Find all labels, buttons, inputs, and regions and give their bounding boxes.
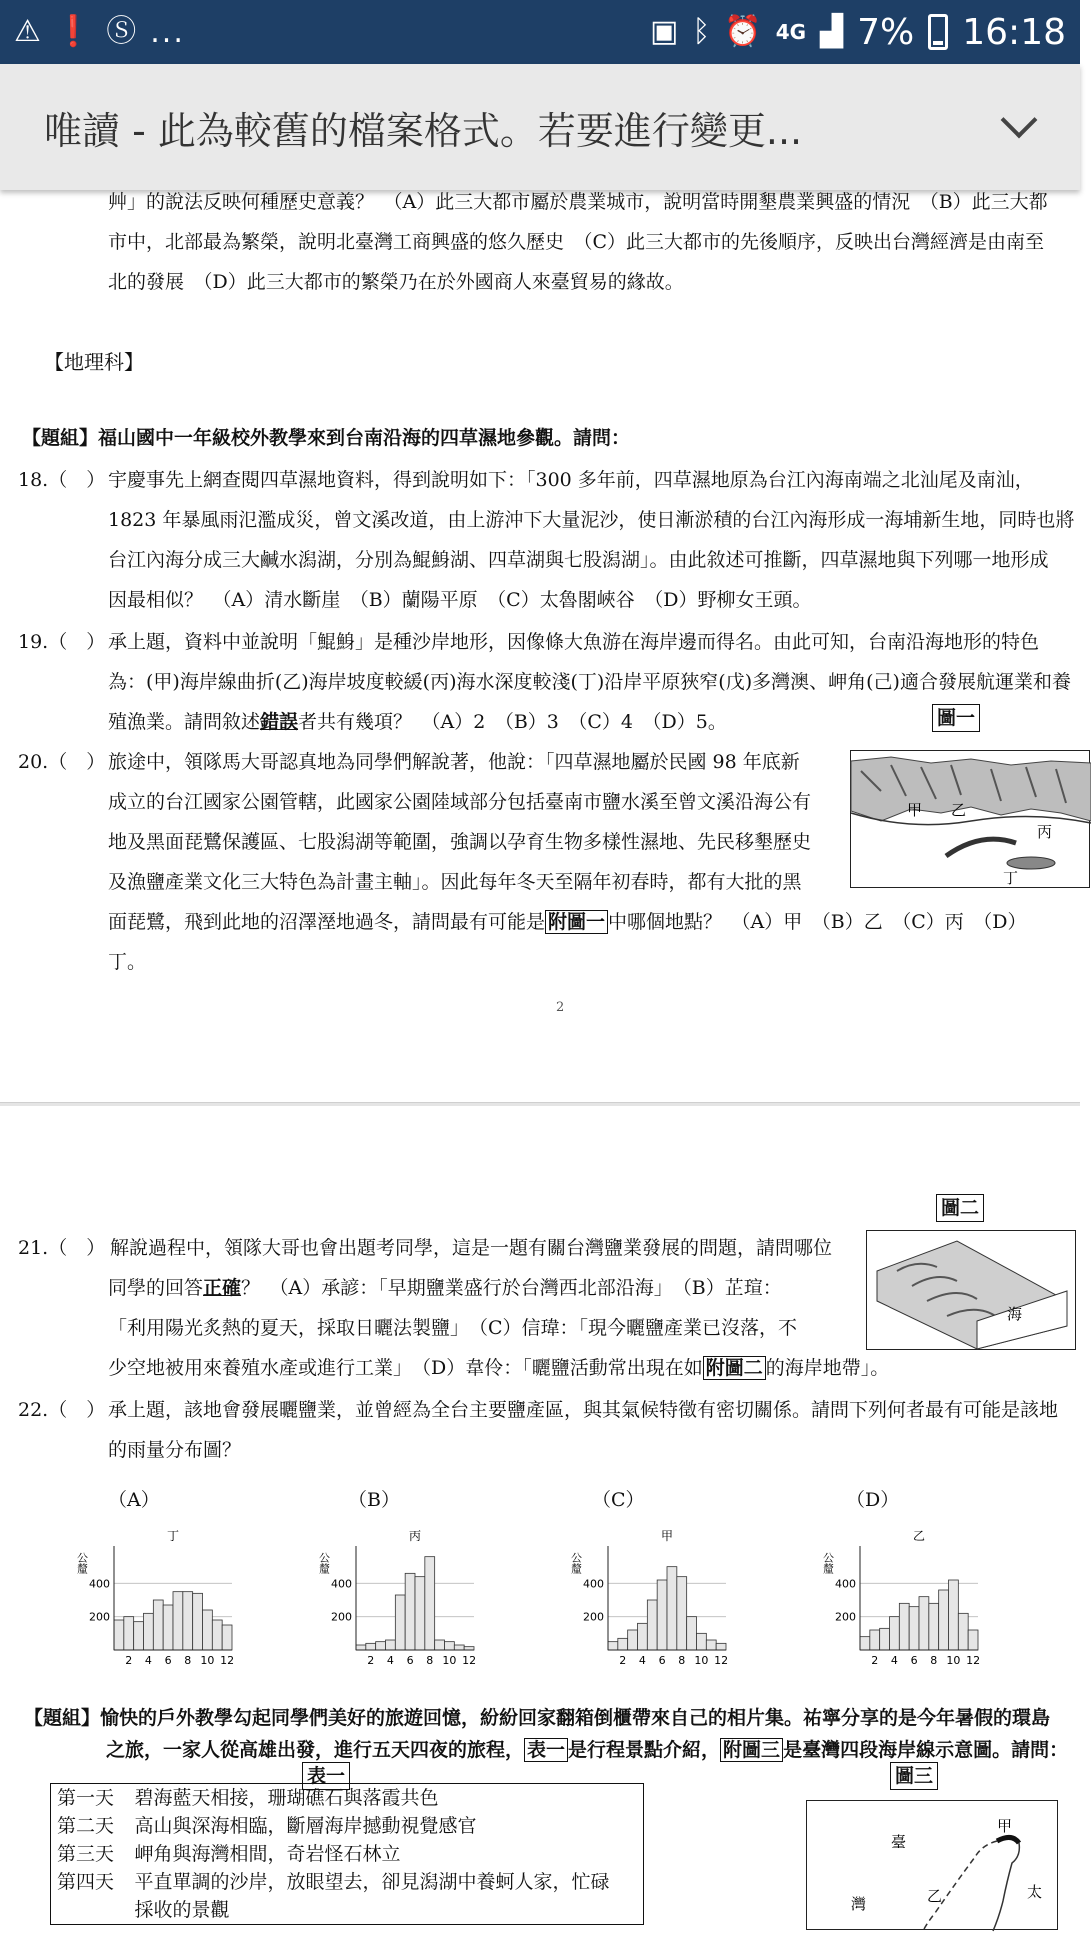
y-tick-label: 200 — [583, 1610, 604, 1624]
y-tick-label: 400 — [835, 1577, 856, 1591]
fig1-mark-jia: 甲 — [907, 801, 923, 819]
chevron-down-icon[interactable] — [1001, 102, 1038, 139]
y-tick-label: 200 — [89, 1610, 110, 1624]
x-tick-label: 6 — [910, 1654, 918, 1667]
chart-bar — [939, 1590, 949, 1650]
more-notifications: ... — [150, 14, 185, 50]
status-bar — [0, 0, 1080, 64]
day-cell: 第一天 — [57, 1787, 115, 1809]
chart-bar — [716, 1643, 726, 1650]
q20-tail: 中哪個地點？ （A）甲 （B）乙 （C）丙 （D） — [608, 911, 1027, 933]
q19-line-3-text: 殖漁業。請問敘述 — [108, 711, 261, 733]
q17-line-3: 北的發展 （D）此三大都市的繁榮乃在於外國商人來臺貿易的緣故。 — [108, 271, 684, 293]
chart-bar — [919, 1597, 929, 1650]
chart-bar — [395, 1595, 405, 1650]
chart-bar — [687, 1617, 697, 1650]
x-tick-label: 8 — [678, 1654, 686, 1667]
page-number: 2 — [556, 1000, 565, 1015]
q21-line-2-a: 同學的回答 — [108, 1277, 204, 1299]
chart-bar — [697, 1633, 707, 1650]
chart-bar — [435, 1640, 445, 1650]
group2-text-2b: 是行程景點介紹， — [568, 1739, 721, 1761]
q20-line-3: 地及黑面琵鷺保護區、七股潟湖等範圍，強調以孕育生物多樣性濕地、先民移墾歷史 — [108, 831, 812, 853]
desc-cell: 平直單調的沙岸，放眼望去，卻見潟湖中養蚵人家，忙碌 — [134, 1871, 610, 1893]
clock: 16:18 — [962, 11, 1066, 53]
chart-bar — [376, 1642, 386, 1650]
figure-2-coast — [866, 1230, 1076, 1350]
chart-bar — [134, 1622, 144, 1650]
x-tick-label: 2 — [367, 1654, 375, 1667]
x-tick-label: 8 — [426, 1654, 434, 1667]
day-cell: 第四天 — [57, 1871, 115, 1893]
fig1-mark-yi: 乙 — [951, 801, 967, 819]
group2-table-ref: 表一 — [524, 1738, 568, 1762]
chart-bar — [173, 1592, 183, 1650]
q22-line-2: 的雨量分布圖？ — [108, 1439, 242, 1461]
alarm-icon: ⏰ — [724, 14, 762, 49]
figure-3-taiwan-map — [806, 1800, 1058, 1930]
chart-bar — [366, 1643, 376, 1650]
chart-bar — [968, 1630, 978, 1650]
x-tick-label: 4 — [638, 1654, 646, 1667]
x-tick-label: 2 — [125, 1654, 133, 1667]
chart-bar — [890, 1617, 900, 1650]
x-tick-label: 10 — [442, 1654, 457, 1667]
y-tick-label: 200 — [835, 1610, 856, 1624]
axis-ylabel: 公釐 — [569, 1552, 583, 1574]
chart-bar — [860, 1637, 870, 1650]
chart-bar — [454, 1645, 464, 1650]
chart-bar — [677, 1577, 687, 1650]
table-row — [51, 1812, 644, 1840]
figure-3-label: 圖三 — [890, 1762, 938, 1790]
alert-icon: ❗ — [54, 14, 93, 49]
chart-bar — [124, 1617, 134, 1650]
fig3-mark-tai: 臺 — [891, 1833, 907, 1851]
x-tick-label: 4 — [144, 1654, 152, 1667]
q18-line-4: 因最相似？ （A）清水斷崖 （B）蘭陽平原 （C）太魯閣峽谷 （D）野柳女王頭。 — [108, 589, 812, 611]
chart-bar — [203, 1610, 213, 1650]
figure-3-svg — [807, 1801, 1059, 1931]
fig3-mark-yi: 乙 — [927, 1887, 943, 1905]
desc-cell: 高山與深海相臨，斷層海岸撼動視覺感官 — [134, 1815, 477, 1837]
chart-bar — [222, 1625, 232, 1650]
read-only-banner[interactable] — [0, 64, 1080, 190]
chart-bar — [212, 1620, 222, 1650]
q18-line-1: 宇慶事先上網查閱四草濕地資料，得到說明如下：「300 多年前，四草濕地原為台江內海南端之北汕尾及南汕， — [108, 469, 1034, 491]
fig2-sea-label: 海 — [1007, 1305, 1023, 1323]
x-tick-label: 10 — [694, 1654, 709, 1667]
document-page-1[interactable] — [0, 180, 1080, 1102]
x-tick-label: 2 — [619, 1654, 627, 1667]
network-type: 4G — [775, 20, 807, 44]
q21-number: 21.（ ） — [18, 1237, 106, 1259]
section-title: 【地理科】 — [44, 350, 144, 374]
q21-line-4-a: 少空地被用來養殖水產或進行工業」 （D）韋伶：「曬鹽活動常出現在如 — [108, 1357, 703, 1379]
q20-line-1: 旅途中，領隊馬大哥認真地為同學們解說著，他說：「四草濕地屬於民國 98 年底新 — [108, 751, 800, 773]
axis-ylabel: 公釐 — [317, 1552, 331, 1574]
day-cell: 第二天 — [57, 1815, 115, 1837]
q21-line-2-b: ？ （A）承諺：「早期鹽業盛行於台灣西北部沿海」 （B）芷瑄： — [241, 1277, 782, 1299]
desc-cell: 採收的景觀 — [134, 1899, 230, 1921]
chart-bar — [114, 1620, 124, 1650]
rainfall-chart-c — [569, 1526, 744, 1676]
x-tick-label: 12 — [966, 1654, 981, 1667]
skype-icon: Ⓢ — [106, 14, 137, 49]
y-tick-label: 400 — [331, 1577, 352, 1591]
battery-percent: 7% — [857, 11, 915, 53]
sim-icon: ▣ — [649, 14, 679, 49]
rainfall-chart-d — [821, 1526, 996, 1676]
q21-line-4-b: 的海岸地帶」。 — [765, 1357, 890, 1379]
q18-line-3: 台江內海分成三大鹹水潟湖，分別為鯤鯓湖、四草湖與七股潟湖」。由此敘述可推斷，四草濕地與下列哪一地形成 — [108, 549, 1049, 571]
signal-icon: ▟ — [820, 14, 844, 49]
chart-bar — [618, 1638, 628, 1650]
fig3-mark-wan: 灣 — [851, 1895, 867, 1913]
bluetooth-icon: ᛒ — [692, 14, 711, 49]
chart-bar — [415, 1577, 425, 1650]
chart-bar — [949, 1580, 959, 1650]
option-a-label: （A） — [108, 1489, 160, 1511]
q21-line-4 — [108, 1348, 889, 1388]
q20-number: 20.（ ） — [18, 751, 106, 773]
chart-bar — [647, 1600, 657, 1650]
q17-line-1: 艸」的說法反映何種歷史意義？ （A）此三大都市屬於農業城市，說明當時開墾農業興盛的情況 （B）此三大都 — [108, 191, 1048, 213]
group2-text-2a: 之旅，一家人從高雄出發，進行五天四夜的旅程， — [106, 1739, 525, 1761]
status-bar-right — [650, 12, 1066, 53]
y-tick-label: 400 — [89, 1577, 110, 1591]
chart-bar — [706, 1640, 716, 1650]
group2-figure-ref: 附圖三 — [720, 1738, 783, 1762]
group2-label: 【題組】 — [24, 1707, 101, 1729]
axis-ylabel: 公釐 — [821, 1552, 835, 1574]
chart-bar — [405, 1573, 415, 1650]
q21-line-2 — [108, 1268, 782, 1308]
x-tick-label: 10 — [200, 1654, 215, 1667]
chart-bar — [909, 1607, 919, 1650]
q19-tail: 者共有幾項？ （A）2 （B）3 （C）4 （D）5。 — [298, 711, 727, 733]
option-b-label: （B） — [348, 1489, 400, 1511]
day-cell — [51, 1896, 129, 1925]
q18-number: 18.（ ） — [18, 469, 106, 491]
figure-2-svg — [867, 1231, 1077, 1351]
chart-bar — [386, 1640, 396, 1650]
banner-title: 唯讀 - 此為較舊的檔案格式。若要進行變更... — [44, 108, 803, 153]
q21-line-3: 「利用陽光炙熱的夏天，採取日曬法製鹽」 （C）信瑋：「現今曬鹽產業已沒落，不 — [108, 1317, 798, 1339]
q21-figure-ref: 附圖二 — [703, 1356, 766, 1380]
chart-bar — [667, 1567, 677, 1650]
option-d-label: （D） — [846, 1489, 900, 1511]
fig1-mark-bing: 丙 — [1037, 823, 1053, 841]
option-c-label: （C） — [592, 1489, 645, 1511]
desc-cell: 岬角與海灣相間，奇岩怪石林立 — [134, 1843, 401, 1865]
table-1-label: 表一 — [302, 1762, 350, 1790]
x-tick-label: 10 — [946, 1654, 961, 1667]
itinerary-table — [50, 1783, 644, 1925]
x-tick-label: 4 — [890, 1654, 898, 1667]
chart-bar — [193, 1593, 203, 1650]
q20-line-4: 及漁鹽產業文化三大特色為計畫主軸」。因此每年冬天至隔年初春時，都有大批的黑 — [108, 871, 802, 893]
desc-cell: 碧海藍天相接，珊瑚礁石與落霞共色 — [134, 1787, 439, 1809]
chart-bar — [958, 1613, 968, 1650]
chart-bar — [425, 1557, 435, 1650]
x-tick-label: 6 — [658, 1654, 666, 1667]
group2-text-2c: 是臺灣四段海岸線示意圖。請問： — [783, 1739, 1069, 1761]
rainfall-chart-a — [75, 1526, 250, 1676]
q19-line-1: 承上題，資料中並說明「鯤鯓」是種沙岸地形，因像條大魚游在海岸邊而得名。由此可知，台南沿海地形的特色 — [108, 631, 1040, 653]
chart-bar — [163, 1605, 173, 1650]
chart-title: 乙 — [913, 1529, 926, 1543]
chart-bar — [356, 1645, 366, 1650]
x-tick-label: 6 — [406, 1654, 414, 1667]
warning-icon: ⚠ — [14, 14, 41, 49]
x-tick-label: 6 — [164, 1654, 172, 1667]
x-tick-label: 12 — [220, 1654, 235, 1667]
x-tick-label: 8 — [184, 1654, 192, 1667]
q22-line-1: 承上題，該地會發展曬鹽業，並曾經為全台主要鹽產區，與其氣候特徵有密切關係。請問下列何者最有可能是該地 — [108, 1399, 1059, 1421]
table-row — [51, 1868, 644, 1896]
q20-line-2: 成立的台江國家公園管轄，此國家公園陸域部分包括臺南市鹽水溪至曾文溪沿海公有 — [108, 791, 812, 813]
x-tick-label: 12 — [462, 1654, 477, 1667]
figure-1-svg — [851, 751, 1091, 889]
chart-bar — [880, 1628, 890, 1650]
group2-text-1: 愉快的戶外教學勾起同學們美好的旅遊回憶，紛紛回家翻箱倒櫃帶來自己的相片集。祐寧分享的是今年暑假的環島 — [100, 1707, 1051, 1729]
x-tick-label: 4 — [386, 1654, 394, 1667]
q21-emphasis: 正確 — [203, 1277, 242, 1299]
q20-line-5 — [108, 902, 1027, 942]
chart-bar — [445, 1642, 455, 1650]
chart-bar — [929, 1603, 939, 1650]
y-tick-label: 400 — [583, 1577, 604, 1591]
y-tick-label: 200 — [331, 1610, 352, 1624]
q19-emphasis: 錯誤 — [260, 711, 299, 733]
status-bar-left — [14, 15, 185, 50]
figure-1-wetland-map — [850, 750, 1090, 888]
chart-bar — [144, 1613, 154, 1650]
q18-line-2: 1823 年暴風雨氾濫成災，曾文溪改道，由上游沖下大量泥沙，使日漸淤積的台江內海形成一海埔新生地，同時也將 — [108, 509, 1075, 531]
chart-title: 丁 — [167, 1529, 180, 1543]
chart-bar — [638, 1623, 648, 1650]
rainfall-chart-b — [317, 1526, 492, 1676]
chart-bar — [183, 1592, 193, 1650]
table-row — [51, 1896, 644, 1925]
chart-bar — [628, 1630, 638, 1650]
chart-bar — [657, 1580, 667, 1650]
x-tick-label: 12 — [714, 1654, 729, 1667]
chart-title: 甲 — [661, 1529, 674, 1543]
q20-line-5-text: 面琵鷺，飛到此地的沼澤溼地過冬，請問最有可能是 — [108, 911, 546, 933]
chart-bar — [870, 1630, 880, 1650]
x-tick-label: 8 — [930, 1654, 938, 1667]
q21-line-1: 解說過程中，領隊大哥也會出題考同學，這是一題有關台灣鹽業發展的問題，請問哪位 — [110, 1237, 833, 1259]
group-heading — [22, 418, 630, 458]
chart-bar — [899, 1603, 909, 1650]
axis-ylabel: 公釐 — [75, 1552, 89, 1574]
chart-bar — [153, 1600, 163, 1650]
q19-line-3 — [108, 702, 727, 742]
table-row — [51, 1840, 644, 1868]
table-row — [51, 1784, 644, 1813]
day-cell: 第三天 — [57, 1843, 115, 1865]
q17-line-2: 市中，北部最為繁榮，說明北臺灣工商興盛的悠久歷史 （C）此三大都市的先後順序，反映出台灣經濟是由南至 — [108, 231, 1045, 253]
chart-title: 丙 — [409, 1529, 422, 1543]
chart-bar — [608, 1642, 618, 1650]
fig3-mark-jia: 甲 — [997, 1817, 1013, 1835]
q19-line-2: 為：(甲)海岸線曲折(乙)海岸坡度較緩(丙)海水深度較淺(丁)沿岸平原狹窄(戊)多灣澳、岬角(己)適合發展航運業和養 — [108, 671, 1071, 693]
figure-2-label: 圖二 — [936, 1194, 984, 1222]
group-label: 【題組】 — [22, 427, 99, 449]
q19-number: 19.（ ） — [18, 631, 106, 653]
fig3-mark-tai-ocean: 太 — [1027, 1883, 1043, 1901]
q22-number: 22.（ ） — [18, 1399, 106, 1421]
figure-1-label: 圖一 — [932, 704, 980, 732]
document-page-2[interactable] — [0, 1106, 1080, 1920]
battery-icon — [928, 14, 948, 50]
x-tick-label: 2 — [871, 1654, 879, 1667]
group-text: 福山國中一年級校外教學來到台南沿海的四草濕地參觀。請問： — [98, 427, 631, 449]
q20-figure-ref: 附圖一 — [545, 910, 608, 934]
fig1-mark-ding: 丁 — [1003, 869, 1019, 887]
q20-line-6: 丁。 — [108, 951, 147, 973]
